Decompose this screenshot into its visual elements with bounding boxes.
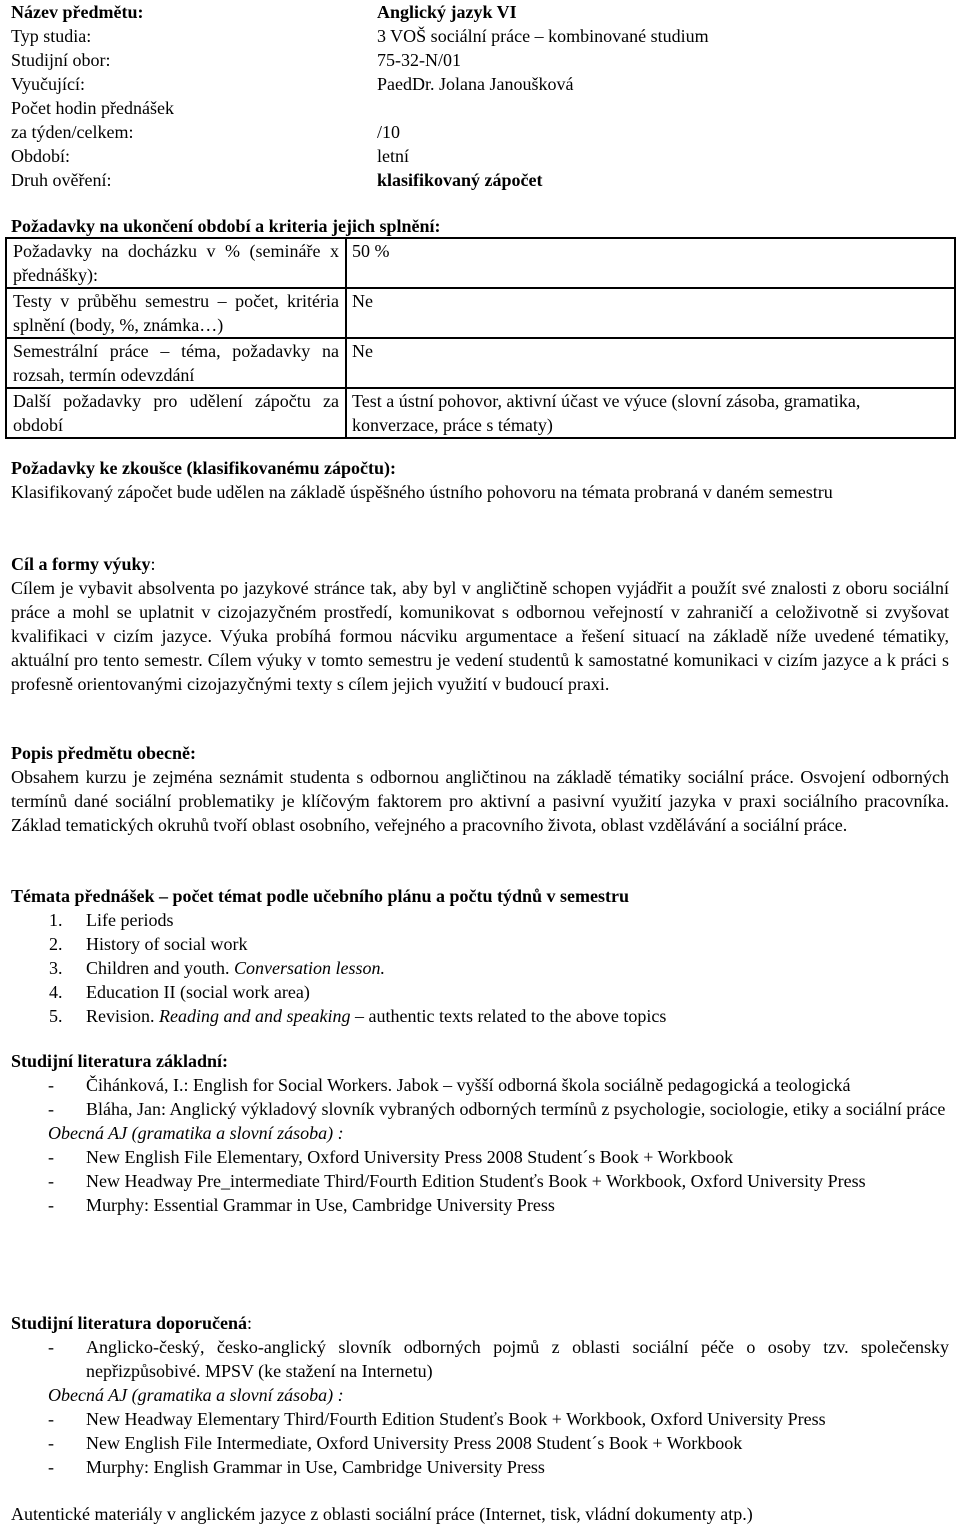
meta-value-period: letní: [377, 146, 409, 166]
topic-italic: Conversation lesson.: [233, 958, 385, 978]
dash-bullet: -: [48, 1075, 54, 1095]
requirement-label: Testy v průběhu semestru – počet, kritéria splnění (body, %, známka…): [6, 288, 346, 338]
meta-label-period: Období:: [11, 146, 71, 166]
topic-rest: – authentic texts related to the above topics: [350, 1006, 667, 1026]
literature-item-text: New Headway Elementary Third/Fourth Edition Studenťs Book + Workbook, Oxford University Press: [86, 1409, 826, 1429]
literature-item-text: New English File Intermediate, Oxford University Press 2008 Student´s Book + Workbook: [86, 1433, 743, 1453]
topic-text: Children and youth.: [86, 958, 234, 978]
list-item: [11, 980, 949, 1004]
meta-label-hours: Počet hodin přednášek: [11, 98, 174, 118]
table-row: [6, 388, 955, 438]
table-row: [6, 288, 955, 338]
list-item: [11, 1455, 949, 1479]
meta-label-per-week: za týden/celkem:: [11, 122, 134, 142]
list-item: [11, 1097, 949, 1121]
list-item: [11, 956, 949, 980]
topic-text: Education II (social work area): [86, 982, 310, 1002]
literature-basic-list: [11, 1073, 949, 1217]
table-row: [6, 338, 955, 388]
literature-recommended-heading: [11, 1311, 949, 1335]
meta-value-verification: klasifikovaný zápočet: [377, 170, 543, 190]
literature-item-text: Murphy: English Grammar in Use, Cambridge University Press: [86, 1457, 545, 1477]
literature-item-text: Murphy: Essential Grammar in Use, Cambridge University Press: [86, 1195, 555, 1215]
dash-bullet: -: [48, 1147, 54, 1167]
table-row: [6, 238, 955, 288]
topic-text: History of social work: [86, 934, 248, 954]
dash-bullet: -: [48, 1099, 54, 1119]
general-english-label: Obecná AJ (gramatika a slovní zásoba) :: [48, 1385, 344, 1405]
list-item: [11, 1193, 949, 1217]
meta-label-verification: Druh ověření:: [11, 170, 112, 190]
literature-item-text: New English File Elementary, Oxford University Press 2008 Student´s Book + Workbook: [86, 1147, 734, 1167]
literature-item-text: Bláha, Jan: Anglický výkladový slovník vybraných odborných termínů z psychologie, sociologie, etiky a sociální práce: [86, 1099, 946, 1119]
topics-heading: Témata přednášek – počet témat podle učebního plánu a počtu týdnů v semestru: [11, 886, 630, 906]
description-text: Obsahem kurzu je zejména seznámit studenta s odbornou angličtinou na základě tématiky sociální práce. Osvojení odborných termínů dané sociální problematiky je klíčovým faktorem pro aktivní a pasivní využití jazyka v praxi sociálního pracovníka. Základ tematických okruhů tvoří oblast osobního, veřejného a pracovního života, oblast vzdělávání a sociální práce.: [11, 767, 949, 835]
meta-label-teacher: Vyučující:: [11, 74, 85, 94]
dash-bullet: -: [48, 1195, 54, 1215]
dash-bullet: -: [48, 1433, 54, 1453]
dash-bullet: -: [48, 1457, 54, 1477]
literature-item-text: Anglicko-český, česko-anglický slovník odborných pojmů z oblasti sociální péče o osoby tzv. společensky nepřizpůsobivé. MPSV (ke stažení na Internetu): [86, 1337, 949, 1381]
meta-value-per-week: /10: [377, 122, 401, 142]
literature-recommended-heading-bold: Studijní literatura doporučená: [11, 1313, 248, 1333]
requirement-label: Další požadavky pro udělení zápočtu za období: [6, 388, 346, 438]
goals-heading-bold: Cíl a formy výuky: [11, 554, 151, 574]
meta-label-course-name: Název předmětu:: [11, 2, 144, 22]
topic-text: Life periods: [86, 910, 174, 930]
list-item: [11, 1335, 949, 1383]
dash-bullet: -: [48, 1171, 54, 1191]
list-item: [11, 1004, 949, 1028]
dash-bullet: -: [48, 1337, 54, 1357]
general-english-label: Obecná AJ (gramatika a slovní zásoba) :: [48, 1123, 344, 1143]
literature-item-text: Čihánková, I.: English for Social Workers. Jabok – vyšší odborná škola sociálně pedagogická a teologická: [86, 1075, 851, 1095]
literature-item-text: New Headway Pre_intermediate Third/Fourth Edition Studenťs Book + Workbook, Oxford University Press: [86, 1171, 866, 1191]
list-item: [11, 1431, 949, 1455]
requirement-value: Ne: [346, 288, 955, 338]
exam-heading: Požadavky ke zkoušce (klasifikovanému zápočtu):: [11, 458, 397, 478]
description-heading: Popis předmětu obecně:: [11, 743, 196, 763]
topic-number: 1.: [49, 910, 63, 930]
exam-text: Klasifikovaný zápočet bude udělen na základě úspěšného ústního pohovoru na témata probraná v daném semestru: [11, 482, 833, 502]
topic-number: 3.: [49, 958, 63, 978]
authentic-materials-note: Autentické materiály v anglickém jazyce z oblasti sociální práce (Internet, tisk, vládní dokumenty atp.): [11, 1504, 753, 1524]
requirement-value: Test a ústní pohovor, aktivní účast ve výuce (slovní zásoba, gramatika, konverzace, práce s tématy): [346, 388, 955, 438]
topic-number: 4.: [49, 982, 63, 1002]
literature-recommended-list: [11, 1335, 949, 1479]
list-item: [11, 1145, 949, 1169]
literature-basic-heading: Studijní literatura základní:: [11, 1051, 229, 1071]
topic-text: Revision.: [86, 1006, 160, 1026]
meta-value-study-type: 3 VOŠ sociální práce – kombinované studium: [377, 26, 709, 46]
topic-number: 5.: [49, 1006, 63, 1026]
list-item: [11, 1073, 949, 1097]
requirement-label: Požadavky na docházku v % (semináře x přednášky):: [6, 238, 346, 288]
requirements-table: [5, 237, 956, 439]
goals-heading: [11, 552, 949, 576]
meta-value-teacher: PaedDr. Jolana Janoušková: [377, 74, 574, 94]
topic-italic: Reading and and speaking: [159, 1006, 351, 1026]
meta-value-field: 75-32-N/01: [377, 50, 461, 70]
list-item: [11, 932, 949, 956]
list-item: [11, 1169, 949, 1193]
goals-text: Cílem je vybavit absolventa po jazykové stránce tak, aby byl v angličtině schopen vyjádřit a použít své znalosti z oboru sociální práce a mohl se uplatnit v cizojazyčném prostředí, komunikovat s odbornou veřejností v zahraničí a celoživotně si zvyšovat kvalifikaci v cizím jazyce. Výuka probíhá formou nácviku argumentace a řešení situací na základě níže uvedené tématiky, aktuální pro tento semestr. Cílem výuky v tomto semestru je vedení studentů k samostatné komunikaci v cizím jazyce a k práci s profesně orientovanými cizojazyčnými texty s cílem jejich využití v budoucí praxi.: [11, 578, 949, 694]
requirement-value: Ne: [346, 338, 955, 388]
course-meta: [11, 0, 949, 192]
topic-number: 2.: [49, 934, 63, 954]
requirements-heading: Požadavky na ukončení období a kriteria jejich splnění:: [11, 216, 441, 236]
list-item: [11, 908, 949, 932]
literature-recommended-heading-colon: :: [247, 1313, 253, 1333]
topics-list: [11, 908, 949, 1028]
goals-heading-colon: :: [150, 554, 156, 574]
document-page: [11, 0, 949, 236]
meta-value-course-name: Anglický jazyk VI: [377, 2, 517, 22]
meta-label-study-type: Typ studia:: [11, 26, 92, 46]
requirement-value: 50 %: [346, 238, 955, 288]
requirement-label: Semestrální práce – téma, požadavky na rozsah, termín odevzdání: [6, 338, 346, 388]
meta-label-field: Studijní obor:: [11, 50, 111, 70]
dash-bullet: -: [48, 1409, 54, 1429]
list-item: [11, 1407, 949, 1431]
